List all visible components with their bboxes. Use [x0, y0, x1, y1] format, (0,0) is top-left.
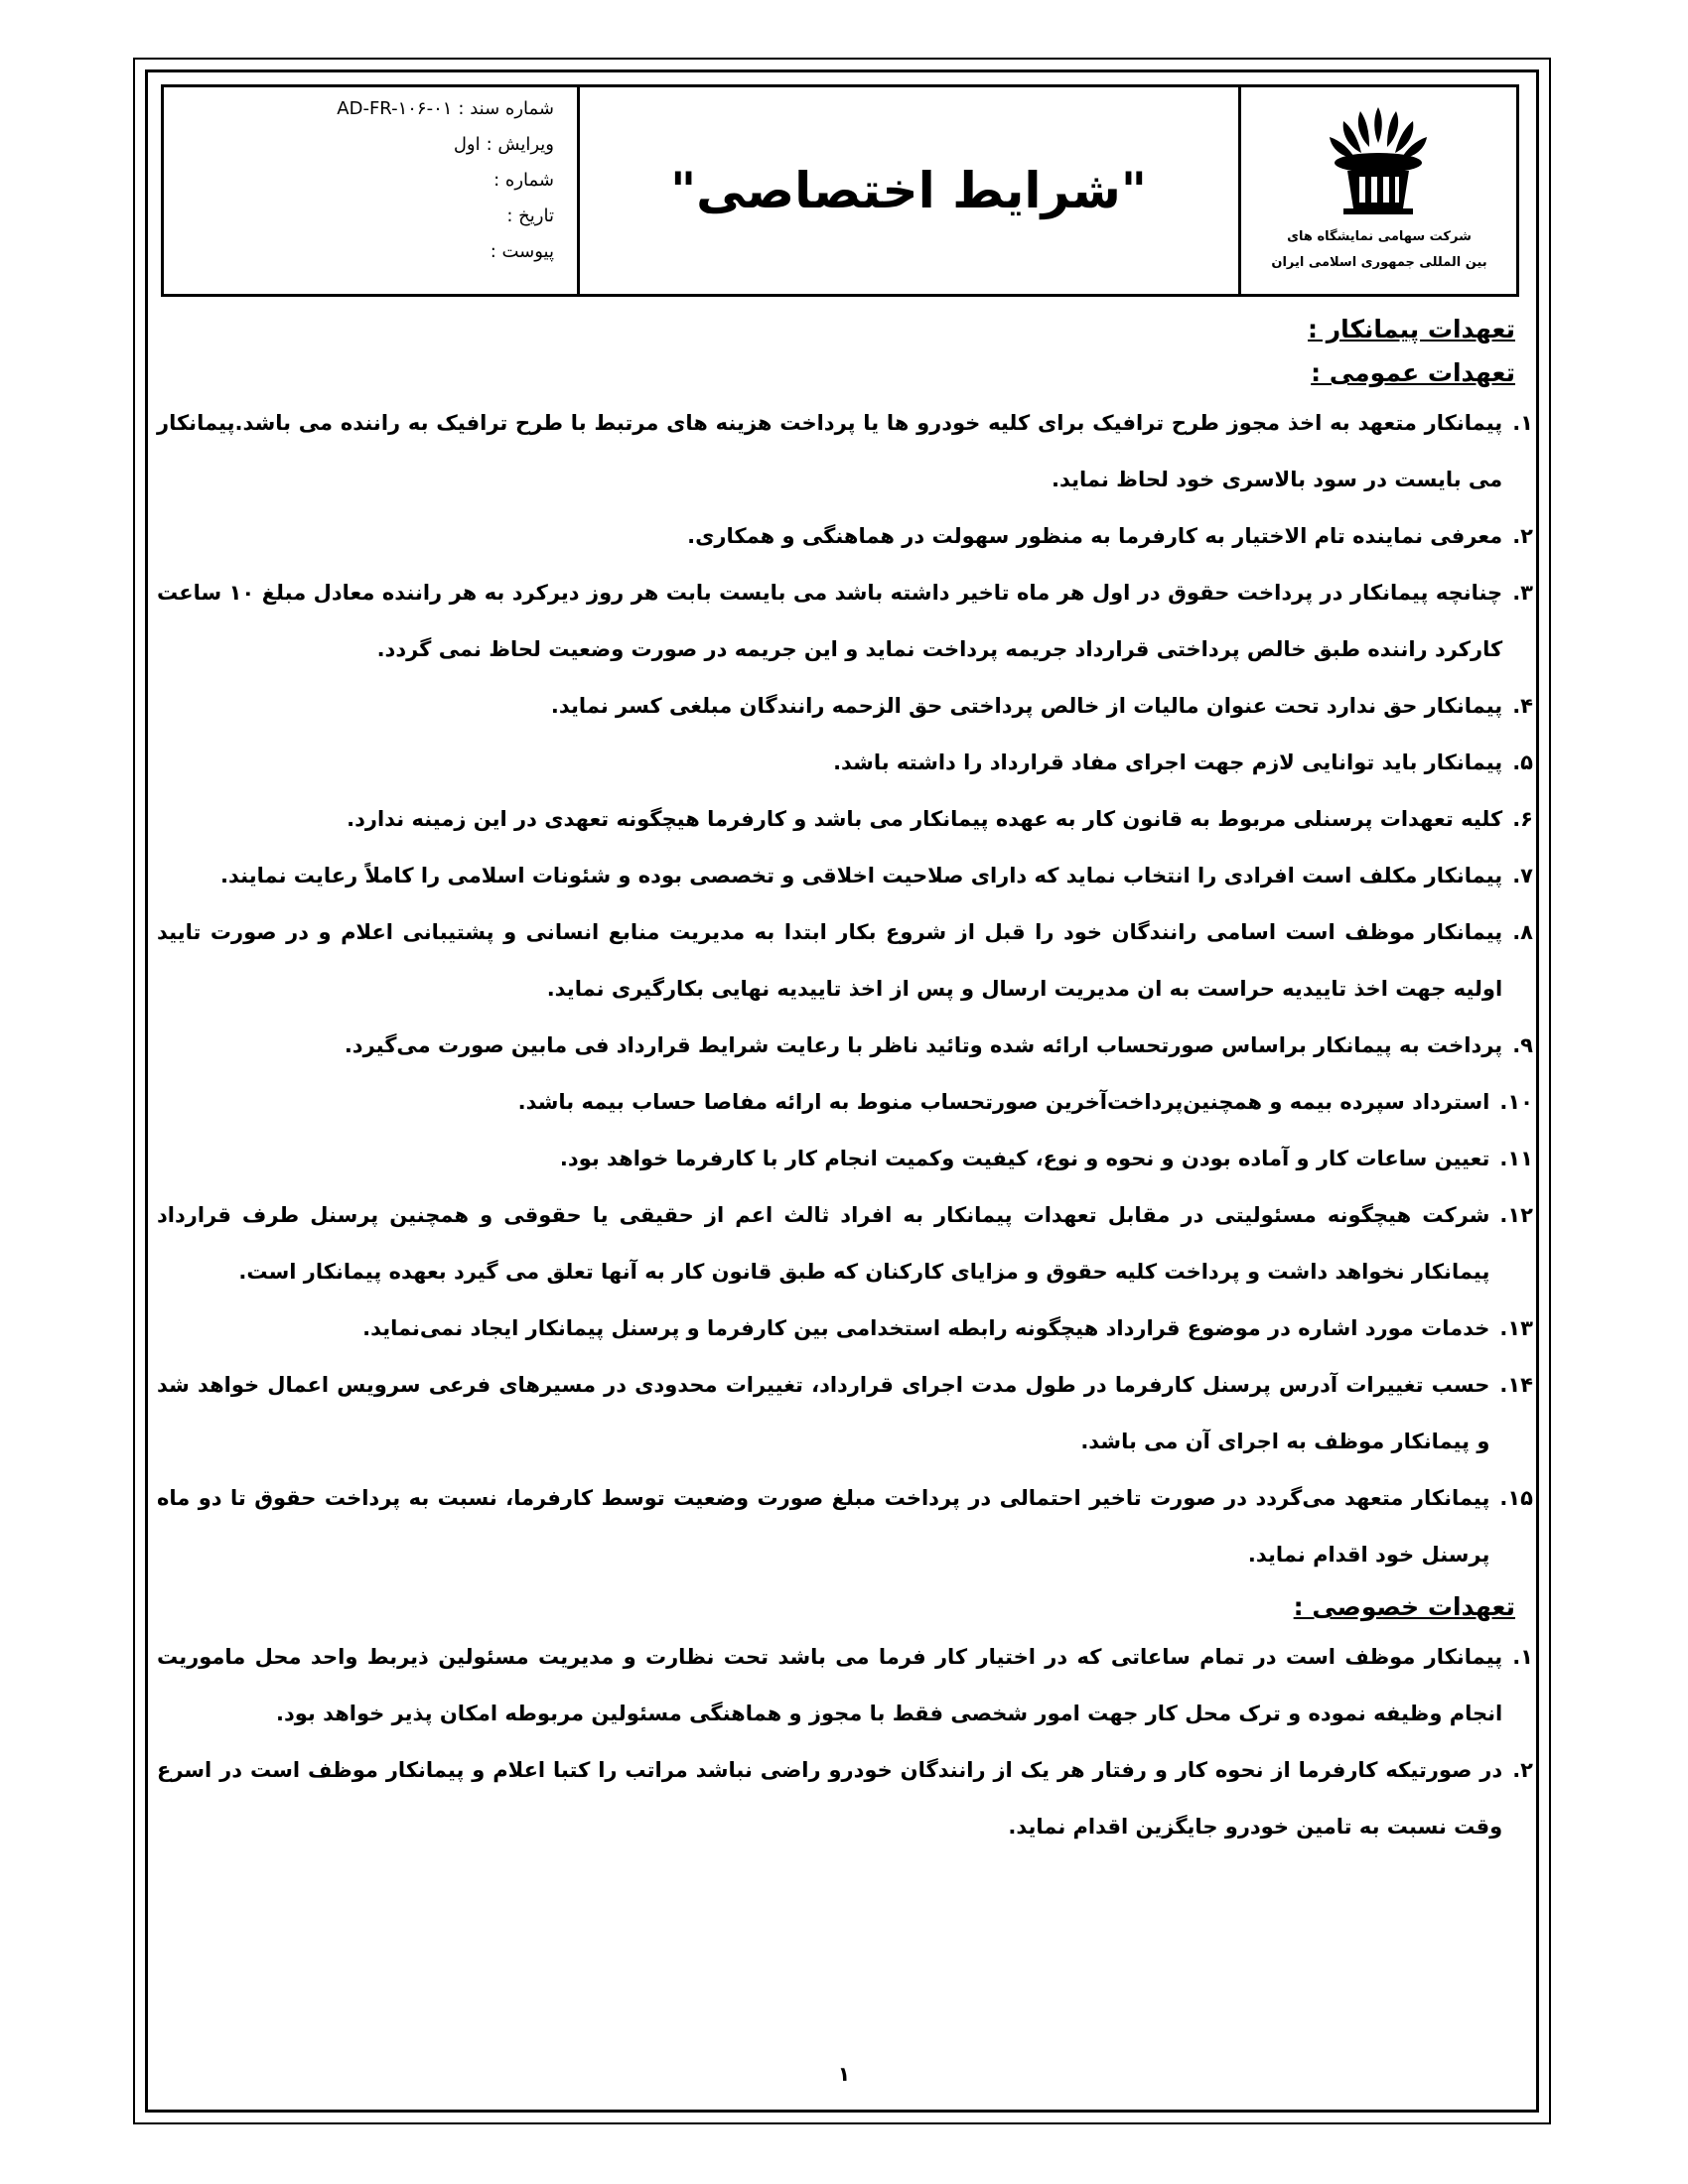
item-text: پیمانکار موظف است در تمام ساعاتی که در اختیار کار فرما می باشد تحت نظارت و مدیریت مسئولین ذیربط واحد محل ماموریت انجام وظیفه نموده و ترک محل کار جهت امور شخصی فقط با مجوز و هماهنگی مسئولین مربوطه امکان پذیر خواهد بود.	[157, 1645, 1503, 1725]
header-divider	[577, 87, 580, 294]
item-number: ۲.	[1512, 1758, 1533, 1782]
document-title: "شرایط اختصاصی"	[670, 162, 1147, 219]
list-item	[157, 1629, 1533, 1742]
item-text: حسب تغییرات آدرس پرسنل کارفرما در طول مدت اجرای قرارداد، تغییرات محدودی در مسیرهای فرعی سرویس اعمال خواهد شد و پیمانکار موظف به اجرای آن می باشد.	[157, 1373, 1490, 1453]
special-obligations-list	[157, 1629, 1533, 1855]
company-block	[1242, 87, 1516, 294]
list-item	[157, 1187, 1533, 1300]
item-number: ۱۵.	[1499, 1486, 1533, 1510]
general-obligations-list	[157, 395, 1533, 1583]
revision-row: ویرایش :اول	[453, 134, 554, 155]
company-name: شرکت سهامی نمایشگاه های بین المللی جمهوری اسلامی ایران	[1271, 229, 1487, 270]
item-text: چنانچه پیمانکار در پرداخت حقوق در اول هر ماه تاخیر داشته باشد می بایست بابت هر روز دیرکرد به هر راننده معادل مبلغ ۱۰ ساعت کارکرد راننده طبق خالص پرداختی قرارداد جریمه پرداخت نماید و این جریمه در صورت وضعیت لحاظ نمی گردد.	[157, 581, 1503, 661]
list-item	[157, 508, 1533, 565]
item-text: شرکت هیچگونه مسئولیتی در مقابل تعهدات پیمانکار به افراد ثالث اعم از حقیقی یا حقوقی و همچنین پرسنل طرف قرارداد پیمانکار نخواهد داشت و پرداخت کلیه حقوق و مزایای کارکنان که طبق قانون کار به آنها تعلق می گیرد بعهده پیمانکار است.	[157, 1203, 1490, 1284]
special-obligations-title: تعهدات خصوصی :	[1293, 1592, 1515, 1621]
item-text: معرفی نماینده تام الاختیار به کارفرما به منظور سهولت در هماهنگی و همکاری.	[687, 524, 1503, 548]
item-text: تعیین ساعات کار و آماده بودن و نحوه و نوع، کیفیت وکمیت انجام کار با کارفرما خواهد بود.	[559, 1147, 1490, 1170]
list-item	[157, 565, 1533, 678]
item-text: کلیه تعهدات پرسنلی مربوط به قانون کار به عهده پیمانکار می باشد و کارفرما هیچگونه تعهدی در این زمینه ندارد.	[347, 807, 1503, 831]
item-text: استرداد سپرده بیمه و همچنین‌پرداخت‌آخرین صورتحساب منوط به ارائه مفاصا حساب بیمه باشد.	[517, 1090, 1490, 1114]
item-text: پیمانکار متعهد می‌گردد در صورت تاخیر احتمالی در پرداخت مبلغ صورت وضعیت توسط کارفرما، نسبت به پرداخت حقوق تا دو ماه پرسنل خود اقدام نماید.	[157, 1486, 1490, 1567]
attachment-row: پیوست :	[490, 241, 554, 262]
date-row: تاریخ :	[506, 205, 554, 226]
item-number: ۱۴.	[1499, 1373, 1533, 1397]
list-item	[157, 1300, 1533, 1357]
list-item	[157, 904, 1533, 1018]
list-item	[157, 1131, 1533, 1187]
item-number: ۱۲.	[1499, 1203, 1533, 1227]
list-item	[157, 1742, 1533, 1855]
list-item	[157, 395, 1533, 508]
list-item	[157, 1074, 1533, 1131]
document-body	[157, 308, 1533, 1855]
item-text: پیمانکار حق ندارد تحت عنوان مالیات از خالص پرداختی حق الزحمه رانندگان مبلغی کسر نماید.	[550, 694, 1503, 718]
item-number: ۱.	[1512, 1645, 1533, 1669]
item-number: ۱۳.	[1499, 1316, 1533, 1340]
item-number: ۵.	[1512, 751, 1533, 774]
doc-number-row: شماره سند :AD-FR-۱۰۶-۰۱	[337, 98, 554, 119]
page-number: ۱	[837, 2062, 851, 2086]
list-item	[157, 1470, 1533, 1583]
list-item	[157, 1018, 1533, 1074]
company-logo-icon	[1304, 101, 1453, 218]
item-text: خدمات مورد اشاره در موضوع قرارداد هیچگونه رابطه استخدامی بین کارفرما و پرسنل پیمانکار ایجاد نمی‌نماید.	[362, 1316, 1490, 1340]
item-text: پیمانکار موظف است اسامی رانندگان خود را قبل از شروع بکار ابتدا به مدیریت منابع انسانی و پشتیبانی اعلام و در صورت تایید اولیه جهت اخذ تاییدیه حراست به ان مدیریت ارسال و پس از اخذ تاییدیه نهایی بکارگیری نماید.	[157, 920, 1503, 1001]
item-number: ۲.	[1512, 524, 1533, 548]
section-title: تعهدات پیمانکار :	[1308, 315, 1515, 343]
general-obligations-title: تعهدات عمومی :	[1311, 358, 1515, 387]
item-number: ۸.	[1512, 920, 1533, 944]
item-text: پیمانکار باید توانایی لازم جهت اجرای مفاد قرارداد را داشته باشد.	[833, 751, 1503, 774]
item-number: ۳.	[1512, 581, 1533, 605]
item-number: ۹.	[1512, 1033, 1533, 1057]
item-number: ۱۱.	[1499, 1147, 1533, 1170]
list-item	[157, 1357, 1533, 1470]
header-divider	[1238, 87, 1241, 294]
item-number: ۶.	[1512, 807, 1533, 831]
item-number: ۴.	[1512, 694, 1533, 718]
list-item	[157, 791, 1533, 848]
item-number: ۱۰.	[1499, 1090, 1533, 1114]
item-text: پیمانکار مکلف است افرادی را انتخاب نماید که دارای صلاحیت اخلاقی و تخصصی بوده و شئونات اسلامی را کاملاً رعایت نمایند.	[220, 864, 1503, 887]
number-row: شماره :	[493, 170, 554, 191]
item-number: ۷.	[1512, 864, 1533, 887]
document-header	[161, 84, 1519, 297]
document-info	[174, 91, 566, 290]
list-item	[157, 848, 1533, 904]
item-text: پیمانکار متعهد به اخذ مجوز طرح ترافیک برای کلیه خودرو ها یا پرداخت هزینه های مرتبط با طرح ترافیک به راننده می باشد.پیمانکار می بایست در سود بالاسری خود لحاظ نماید.	[157, 411, 1503, 491]
list-item	[157, 678, 1533, 735]
list-item	[157, 735, 1533, 791]
item-text: پرداخت به پیمانکار براساس صورتحساب ارائه شده وتائید ناظر با رعایت شرایط قرارداد فی مابین صورت می‌گیرد.	[344, 1033, 1503, 1057]
item-text: در صورتیکه کارفرما از نحوه کار و رفتار هر یک از رانندگان خودرو راضی نباشد مراتب را کتبا اعلام و پیمانکار موظف است در اسرع وقت نسبت به تامین خودرو جایگزین اقدام نماید.	[157, 1758, 1503, 1839]
item-number: ۱.	[1512, 411, 1533, 435]
